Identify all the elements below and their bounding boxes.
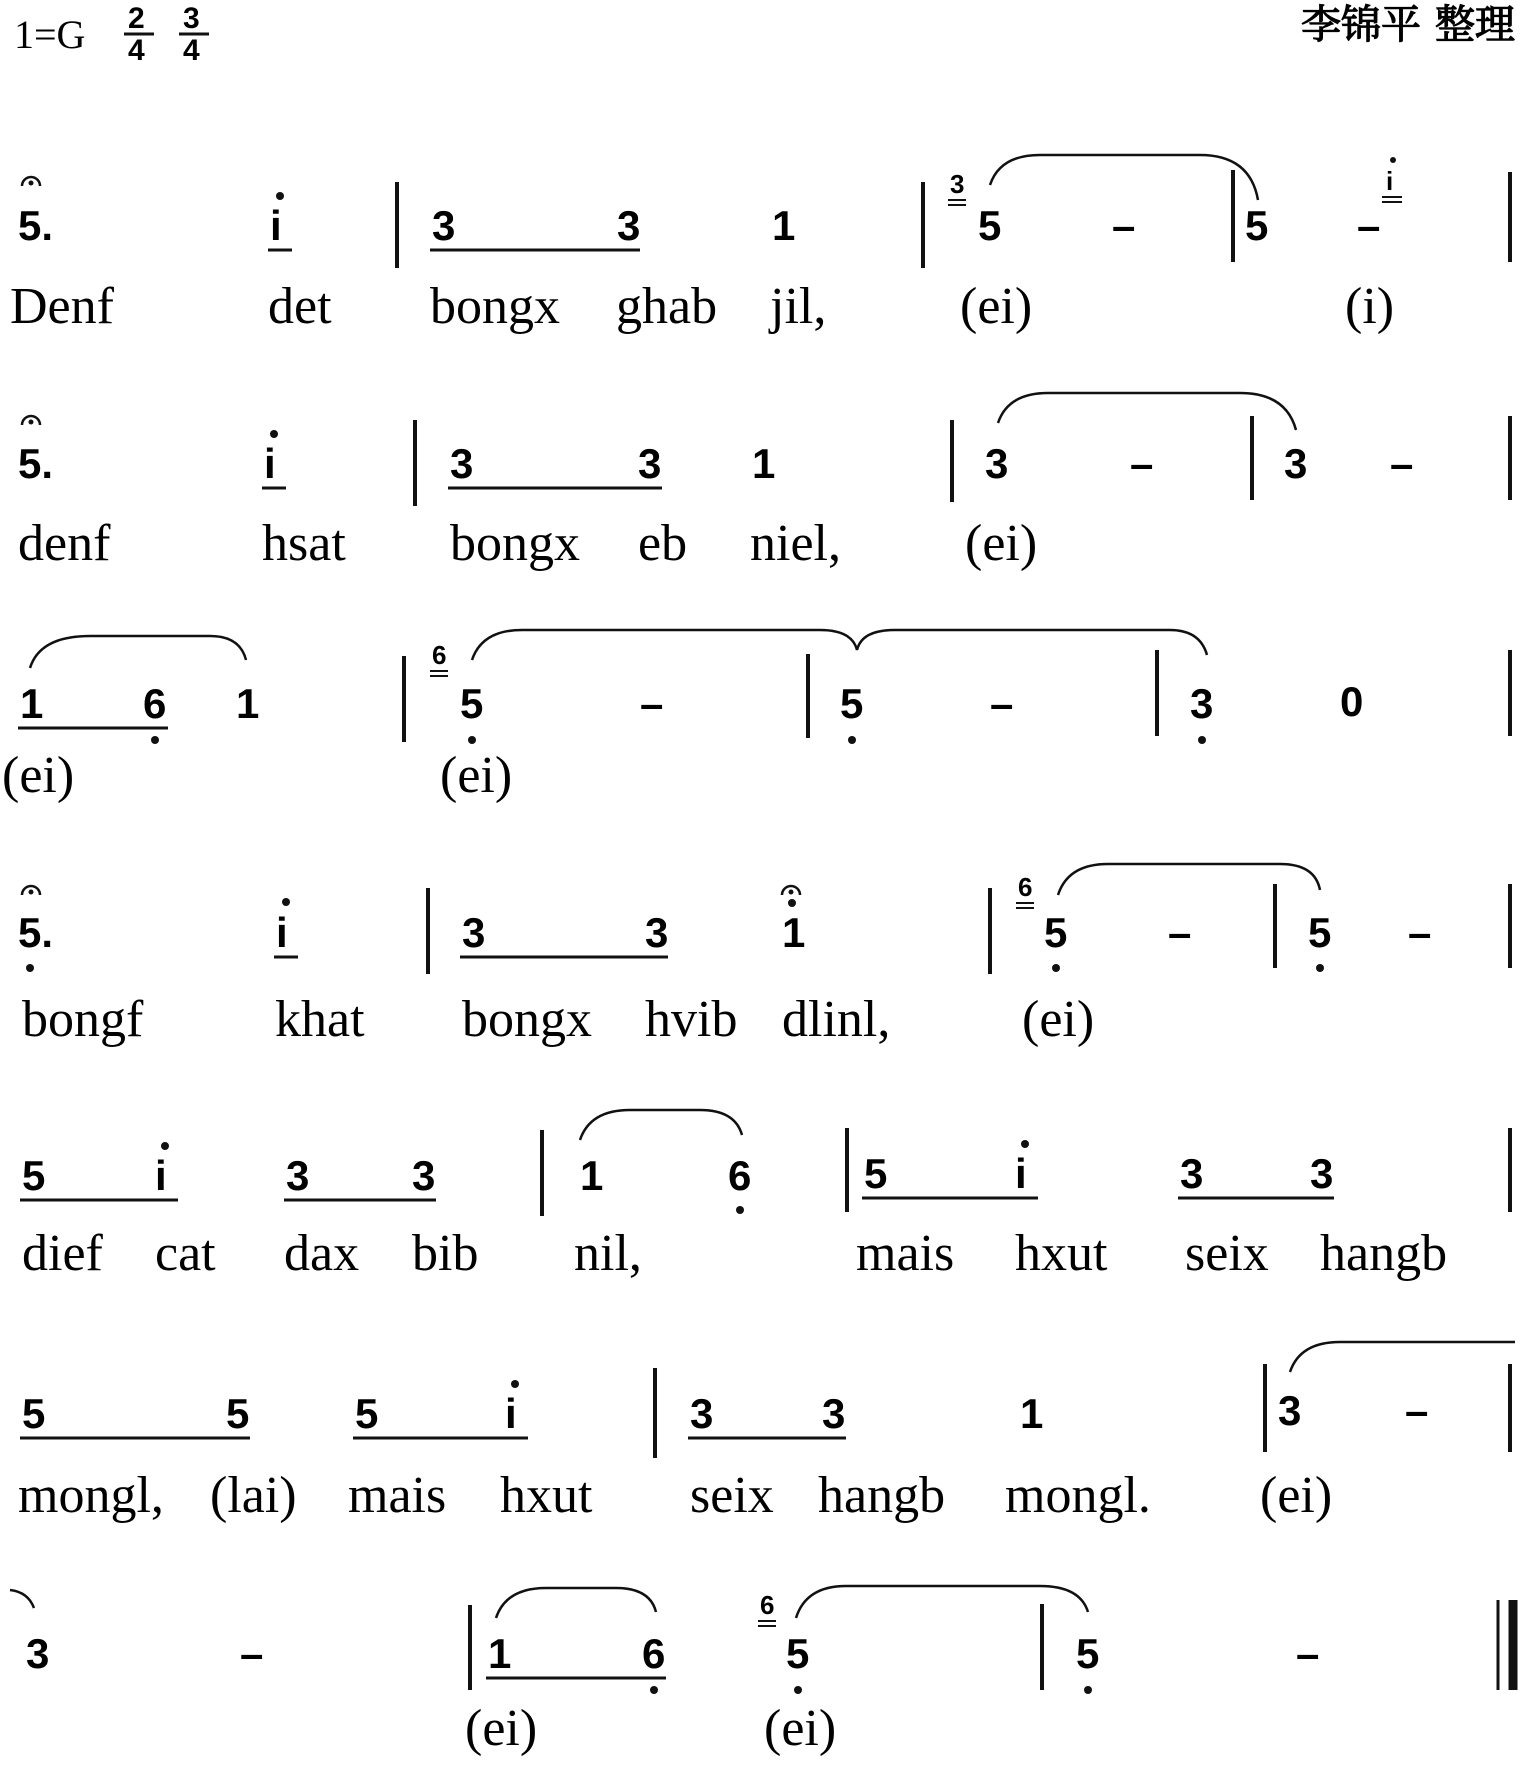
lyric: (ei) (440, 747, 513, 804)
note: 3 (412, 1152, 436, 1199)
grace-note: 6 (760, 1590, 775, 1620)
note: 3 (1310, 1150, 1334, 1197)
note: 6 (143, 680, 167, 727)
note: i (276, 909, 288, 956)
lyric: dlinl, (782, 991, 891, 1048)
lyric: mongl, (18, 1467, 164, 1524)
lyric: ghab (616, 278, 718, 335)
note: 3 (1278, 1387, 1302, 1434)
lyric: seix (690, 1467, 774, 1524)
system-2 (18, 393, 1510, 572)
lyric: (ei) (965, 515, 1038, 572)
note: 1 (782, 909, 806, 956)
time-signature-3-4 (179, 2, 209, 67)
system-7 (10, 1586, 1513, 1757)
tie-arc (1058, 864, 1320, 895)
tie-continuation (10, 1590, 34, 1608)
note: 1 (488, 1630, 512, 1677)
lyric: mais (856, 1225, 955, 1282)
time-sig-bottom: 4 (128, 34, 145, 67)
lyric: bongx (450, 515, 580, 572)
note: 3 (985, 440, 1009, 487)
lyric: hsat (262, 515, 346, 572)
high-octave-dot (276, 192, 284, 200)
dash: – (240, 1630, 264, 1677)
tie-arc (990, 155, 1258, 200)
lyric: hxut (1015, 1225, 1108, 1282)
lyric: hxut (500, 1467, 593, 1524)
note: 3 (645, 909, 669, 956)
note: 3 (462, 909, 486, 956)
dash: – (1357, 202, 1381, 249)
note: 1 (580, 1152, 604, 1199)
lyric: (ei) (1022, 991, 1095, 1048)
tie-arc (796, 1586, 1088, 1618)
lyric: hangb (818, 1467, 946, 1524)
time-signature-2-4 (124, 2, 154, 67)
slur-arc (496, 1588, 656, 1618)
note: 1 (236, 680, 260, 727)
note: 5 (355, 1390, 379, 1437)
note: 5. (18, 440, 54, 487)
grace-note: i (1386, 166, 1394, 196)
lyric: (ei) (764, 1700, 837, 1757)
lyric: khat (275, 991, 365, 1048)
note: 5 (226, 1390, 250, 1437)
dash: – (1168, 909, 1192, 956)
lyric: (ei) (2, 747, 75, 804)
lyric: denf (18, 515, 111, 572)
note: i (270, 202, 282, 249)
note: i (155, 1152, 167, 1199)
dash: – (990, 680, 1014, 727)
time-sig-top: 2 (128, 2, 145, 35)
note: i (1015, 1150, 1027, 1197)
note: 5. (18, 202, 54, 249)
lyric: (i) (1345, 278, 1395, 335)
lyric: nil, (574, 1225, 642, 1282)
note: 3 (1190, 680, 1214, 727)
time-sig-top: 3 (183, 2, 200, 35)
slur-arc (30, 636, 246, 668)
lyric: mongl. (1005, 1467, 1151, 1524)
time-sig-bottom: 4 (183, 34, 200, 67)
system-4 (18, 864, 1510, 1048)
lyric: bongx (430, 278, 560, 335)
note: 3 (1284, 440, 1308, 487)
system-1 (10, 155, 1510, 335)
system-6 (18, 1342, 1515, 1524)
lyric: bongf (22, 991, 144, 1048)
grace-note: 3 (950, 169, 965, 199)
note: 5 (460, 680, 484, 727)
note: 3 (822, 1390, 846, 1437)
grace-note: 6 (432, 640, 447, 670)
slur-arc (580, 1110, 742, 1140)
note: 3 (617, 202, 641, 249)
note: 5 (978, 202, 1002, 249)
system-5 (20, 1110, 1510, 1282)
dash: – (1405, 1387, 1429, 1434)
note: 5 (840, 680, 864, 727)
dash: – (1112, 202, 1136, 249)
tie-arc (1290, 1342, 1515, 1372)
lyric: (ei) (960, 278, 1033, 335)
note: 1 (20, 680, 44, 727)
lyric: jil, (770, 278, 827, 335)
rest: 0 (1340, 678, 1364, 725)
lyric: Denf (10, 278, 114, 335)
lyric: (ei) (465, 1700, 538, 1757)
tie-arc (472, 630, 1207, 660)
note: i (264, 440, 276, 487)
lyric: niel, (750, 515, 841, 572)
lyric: dax (284, 1225, 360, 1282)
lyric: det (268, 278, 332, 335)
system-3 (2, 630, 1510, 804)
lyric: bib (412, 1225, 479, 1282)
note: 5 (864, 1150, 888, 1197)
note: 3 (450, 440, 474, 487)
key-signature: 1=G (14, 12, 86, 57)
lyric: (ei) (1260, 1467, 1333, 1524)
note: i (505, 1390, 517, 1437)
note: 3 (432, 202, 456, 249)
note: 5 (22, 1152, 46, 1199)
note: 3 (638, 440, 662, 487)
lyric: cat (155, 1225, 216, 1282)
lyric: hvib (645, 991, 738, 1048)
note: 3 (690, 1390, 714, 1437)
dash: – (1130, 440, 1154, 487)
note: 6 (728, 1152, 752, 1199)
note: 1 (752, 440, 776, 487)
dash: – (640, 680, 664, 727)
note: 1 (1020, 1390, 1044, 1437)
lyric: hangb (1320, 1225, 1448, 1282)
note: 5 (22, 1390, 46, 1437)
note: 5. (18, 909, 54, 956)
dash: – (1408, 909, 1432, 956)
lyric: dief (22, 1225, 103, 1282)
dash: – (1390, 440, 1414, 487)
dash: – (1296, 1630, 1320, 1677)
note: 5 (1076, 1630, 1100, 1677)
note: 5 (1044, 909, 1068, 956)
grace-note: 6 (1018, 872, 1033, 902)
lyric: mais (348, 1467, 447, 1524)
note: 3 (1180, 1150, 1204, 1197)
lyric: bongx (462, 991, 592, 1048)
note: 5 (1308, 909, 1332, 956)
note: 3 (26, 1630, 50, 1677)
note: 5 (1245, 202, 1269, 249)
arranger-credit: 李锦平 整理 (1301, 2, 1515, 48)
note: 3 (286, 1152, 310, 1199)
note: 6 (642, 1630, 666, 1677)
note: 1 (772, 202, 796, 249)
lyric: seix (1185, 1225, 1269, 1282)
lyric: (lai) (210, 1467, 297, 1524)
lyric: eb (638, 515, 688, 572)
note: 5 (786, 1630, 810, 1677)
low-octave-dot (151, 736, 159, 744)
